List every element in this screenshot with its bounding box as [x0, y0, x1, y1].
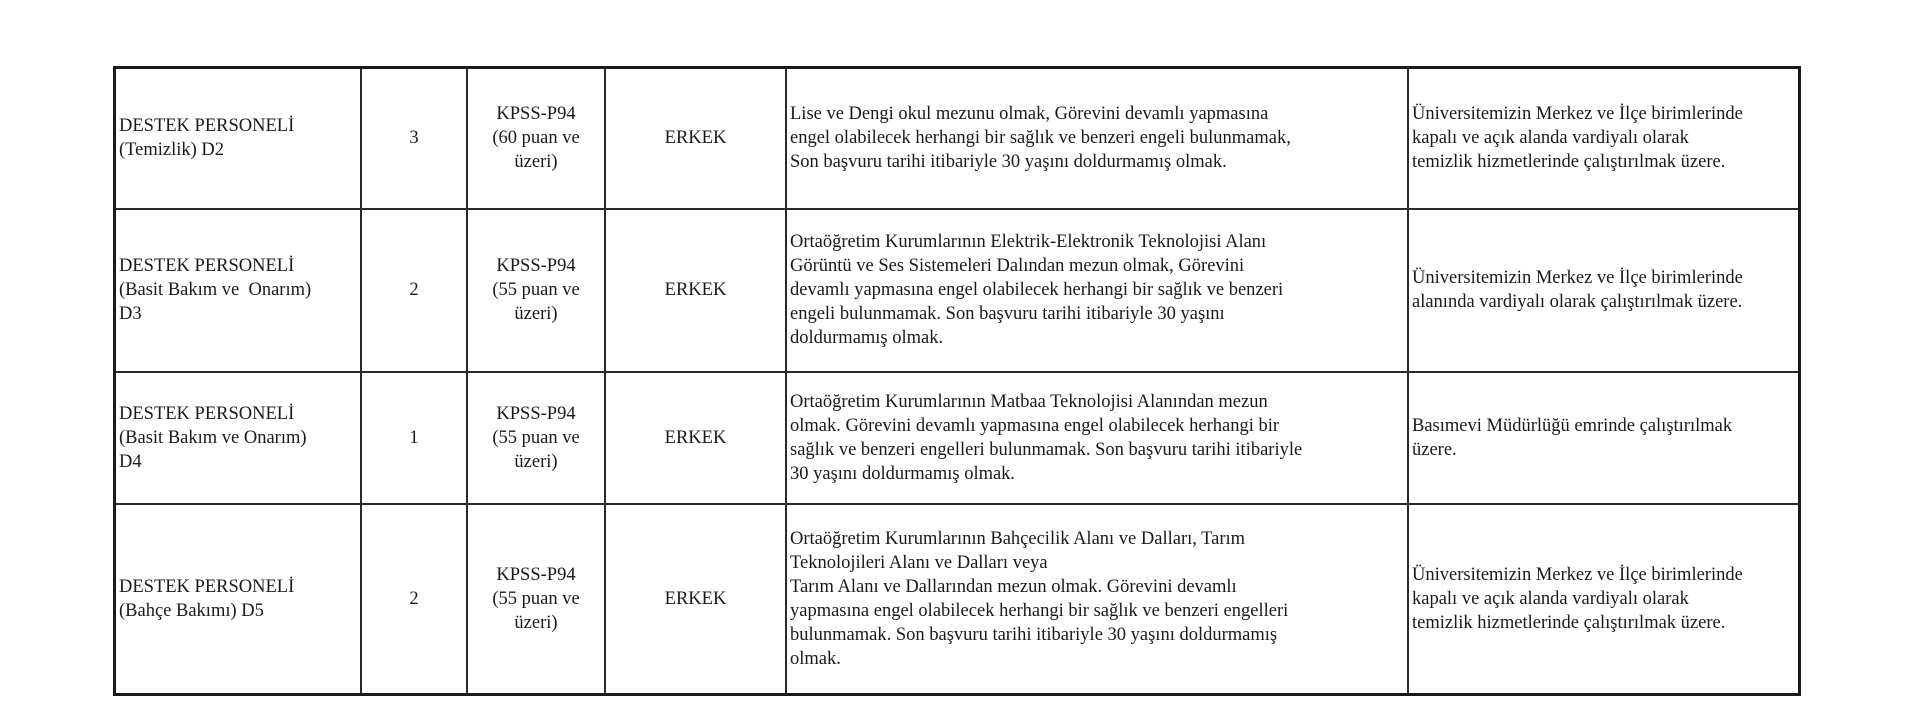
exam-cell: KPSS-P94 (55 puan ve üzeri) [467, 372, 605, 504]
count-cell: 3 [361, 68, 467, 209]
gender-cell: ERKEK [605, 209, 786, 372]
position-cell: DESTEK PERSONELİ (Basit Bakım ve Onarım) D4 [115, 372, 362, 504]
position-cell: DESTEK PERSONELİ (Basit Bakım ve Onarım) D3 [115, 209, 362, 372]
count-cell: 1 [361, 372, 467, 504]
count-cell: 2 [361, 504, 467, 695]
requirements-cell: Ortaöğretim Kurumlarının Matbaa Teknolojisi Alanından mezun olmak. Görevini devamlı yapmasına engel olabilecek herhangi bir sağlık ve benzeri engelleri bulunmamak. Son başvuru tarihi itibariyle 30 yaşını doldurmamış olmak. [786, 372, 1408, 504]
staff-positions-table [113, 66, 1801, 696]
gender-cell: ERKEK [605, 372, 786, 504]
table-row [115, 68, 1800, 209]
table-row [115, 504, 1800, 695]
exam-cell: KPSS-P94 (60 puan ve üzeri) [467, 68, 605, 209]
duty-cell: Üniversitemizin Merkez ve İlçe birimlerinde kapalı ve açık alanda vardiyalı olarak temizlik hizmetlerinde çalıştırılmak üzere. [1408, 504, 1800, 695]
duty-cell: Üniversitemizin Merkez ve İlçe birimlerinde kapalı ve açık alanda vardiyalı olarak temizlik hizmetlerinde çalıştırılmak üzere. [1408, 68, 1800, 209]
position-cell: DESTEK PERSONELİ (Bahçe Bakımı) D5 [115, 504, 362, 695]
exam-cell: KPSS-P94 (55 puan ve üzeri) [467, 504, 605, 695]
count-cell: 2 [361, 209, 467, 372]
gender-cell: ERKEK [605, 68, 786, 209]
duty-cell: Üniversitemizin Merkez ve İlçe birimlerinde alanında vardiyalı olarak çalıştırılmak üzere. [1408, 209, 1800, 372]
table-row [115, 372, 1800, 504]
position-cell: DESTEK PERSONELİ (Temizlik) D2 [115, 68, 362, 209]
requirements-cell: Ortaöğretim Kurumlarının Bahçecilik Alanı ve Dalları, Tarım Teknolojileri Alanı ve Dalları veya Tarım Alanı ve Dallarından mezun olmak. Görevini devamlı yapmasına engel olabilecek herhangi bir sağlık ve benzeri engelleri bulunmamak. Son başvuru tarihi itibariyle 30 yaşını doldurmamış olmak. [786, 504, 1408, 695]
requirements-cell: Ortaöğretim Kurumlarının Elektrik-Elektronik Teknolojisi Alanı Görüntü ve Ses Sistemeleri Dalından mezun olmak, Görevini devamlı yapmasına engel olabilecek herhangi bir sağlık ve benzeri engeli bulunmamak. Son başvuru tarihi itibariyle 30 yaşını doldurmamış olmak. [786, 209, 1408, 372]
table-row [115, 209, 1800, 372]
exam-cell: KPSS-P94 (55 puan ve üzeri) [467, 209, 605, 372]
gender-cell: ERKEK [605, 504, 786, 695]
requirements-cell: Lise ve Dengi okul mezunu olmak, Görevini devamlı yapmasına engel olabilecek herhangi bir sağlık ve benzeri engeli bulunmamak, Son başvuru tarihi itibariyle 30 yaşını doldurmamış olmak. [786, 68, 1408, 209]
duty-cell: Basımevi Müdürlüğü emrinde çalıştırılmak üzere. [1408, 372, 1800, 504]
